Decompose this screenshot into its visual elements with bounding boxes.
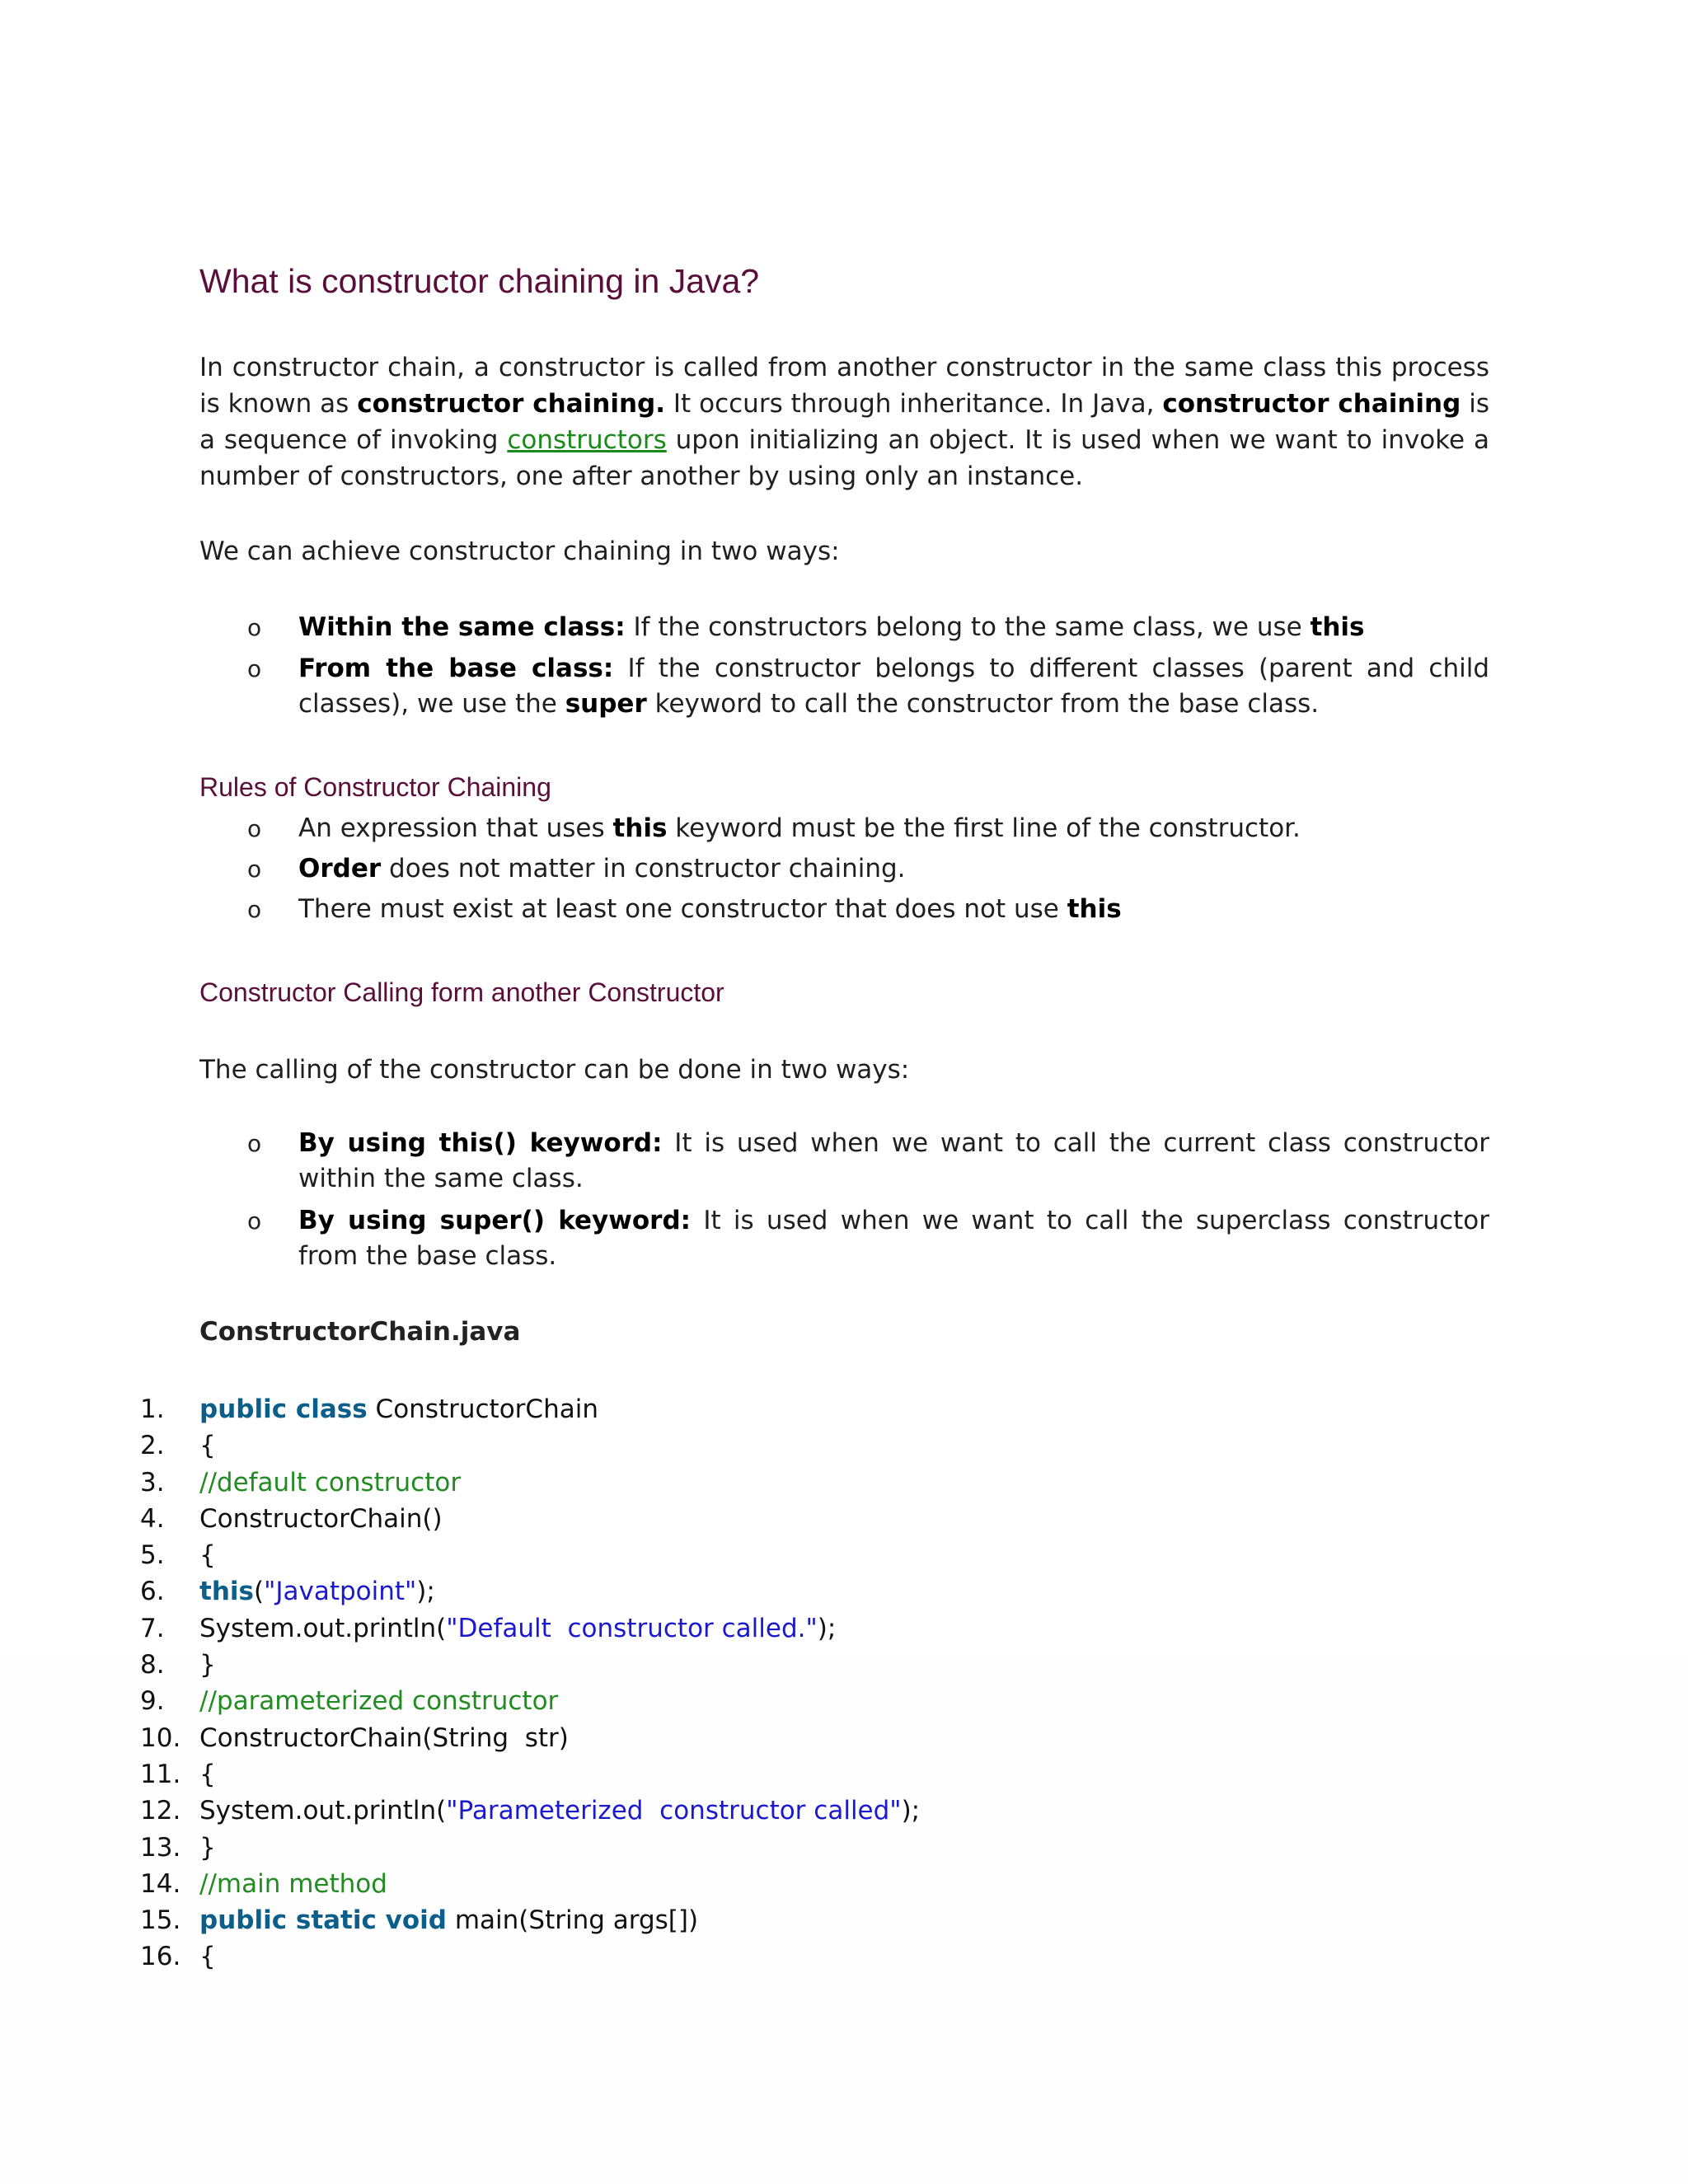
code-file-title: ConstructorChain.java — [199, 1317, 521, 1347]
code-text — [199, 1793, 920, 1829]
code-string: "Default constructor called." — [446, 1613, 818, 1643]
line-number: 12. — [140, 1796, 181, 1826]
code-text — [199, 1756, 216, 1793]
code-text — [199, 1938, 216, 1975]
list-item: o Within the same class: If the constructors belong to the same class, we use this — [247, 610, 1489, 645]
constructors-link[interactable]: constructors — [507, 425, 667, 455]
calling-intro: The calling of the constructor can be done in two ways: — [199, 1055, 910, 1085]
rules-list — [247, 811, 1489, 927]
code-token: { — [199, 1759, 216, 1789]
code-keyword: public static void — [199, 1905, 447, 1936]
code-comment: //main method — [199, 1868, 387, 1899]
code-token: System.out.println( — [199, 1613, 447, 1643]
line-number: 15. — [140, 1905, 181, 1936]
line-number: 13. — [140, 1832, 181, 1863]
line-number: 14. — [140, 1868, 181, 1899]
code-text — [199, 1647, 216, 1683]
code-keyword: public class — [199, 1394, 368, 1424]
bullet-icon: o — [247, 1207, 262, 1235]
rules-heading: Rules of Constructor Chaining — [199, 772, 551, 802]
ways-list — [247, 610, 1489, 722]
line-number: 9. — [140, 1686, 165, 1717]
code-text — [199, 1537, 216, 1573]
code-token: ); — [416, 1577, 435, 1607]
ways-intro: We can achieve constructor chaining in two ways: — [199, 537, 840, 566]
line-number: 6. — [140, 1577, 165, 1607]
page-title: What is constructor chaining in Java? — [199, 262, 760, 300]
code-token: ConstructorChain() — [199, 1503, 443, 1534]
bullet-icon: o — [247, 614, 262, 641]
bullet-icon: o — [247, 1130, 262, 1157]
code-token: { — [199, 1540, 216, 1571]
code-token: } — [199, 1650, 216, 1680]
code-text — [199, 1465, 461, 1501]
code-token: main(String args[]) — [447, 1905, 699, 1936]
code-token: } — [199, 1832, 216, 1863]
code-text — [199, 1501, 443, 1537]
code-text — [199, 1427, 216, 1464]
intro-paragraph: In constructor chain, a constructor is called from another constructor in the same class this process is known as constructor chaining. It occurs through inheritance. In Java, constructor chaining is a sequence of invoking constructors upon initializing an object. It is used when we want to invoke a number of constructors, one after another by using only an instance. — [199, 353, 1490, 491]
code-string: "Parameterized constructor called" — [446, 1796, 902, 1826]
line-number: 16. — [140, 1942, 181, 1972]
code-text — [199, 1573, 435, 1610]
list-item: o Order does not matter in constructor chaining. — [247, 851, 1489, 887]
line-number: 8. — [140, 1650, 165, 1680]
code-token: System.out.println( — [199, 1796, 447, 1826]
code-text — [199, 1830, 216, 1866]
code-token: ConstructorChain(String str) — [199, 1722, 569, 1753]
code-text — [199, 1683, 558, 1719]
list-item: o By using super() keyword: It is used when we want to call the superclass constructor from the base class. — [247, 1203, 1489, 1274]
calling-heading: Constructor Calling form another Constructor — [199, 977, 724, 1007]
bullet-icon: o — [247, 655, 262, 682]
code-comment: //parameterized constructor — [199, 1686, 559, 1717]
code-token: { — [199, 1942, 216, 1972]
list-item: o There must exist at least one constructor that does not use this — [247, 892, 1489, 927]
code-token: ); — [817, 1613, 837, 1643]
code-text — [199, 1610, 836, 1647]
line-number: 2. — [140, 1431, 165, 1461]
code-keyword: this — [199, 1577, 254, 1607]
code-text — [199, 1866, 387, 1902]
line-number: 1. — [140, 1394, 165, 1424]
code-text — [199, 1720, 569, 1756]
list-item: o From the base class: If the constructor belongs to different classes (parent and child classes), we use the super keyword to call the constructor from the base class. — [247, 651, 1489, 722]
line-number: 7. — [140, 1613, 165, 1643]
bullet-icon: o — [247, 896, 262, 923]
bullet-icon: o — [247, 815, 262, 842]
line-number: 5. — [140, 1540, 165, 1571]
line-number: 11. — [140, 1759, 181, 1789]
calling-list — [247, 1126, 1489, 1274]
line-number: 4. — [140, 1503, 165, 1534]
code-token: ConstructorChain — [367, 1394, 598, 1424]
code-comment: //default constructor — [199, 1467, 462, 1497]
code-token: ( — [253, 1577, 265, 1607]
bullet-icon: o — [247, 855, 262, 883]
code-token: { — [199, 1431, 216, 1461]
code-text — [199, 1391, 598, 1427]
code-token: ); — [901, 1796, 921, 1826]
term-constructor-chaining: constructor chaining. — [357, 389, 665, 419]
code-string: "Javatpoint" — [264, 1577, 417, 1607]
term-constructor-chaining-2: constructor chaining — [1162, 389, 1461, 419]
line-number: 3. — [140, 1467, 165, 1497]
list-item: o An expression that uses this keyword must be the first line of the constructor. — [247, 811, 1489, 846]
code-text — [199, 1902, 698, 1938]
list-item: o By using this() keyword: It is used when we want to call the current class constructor within the same class. — [247, 1126, 1489, 1197]
line-number: 10. — [140, 1722, 181, 1753]
